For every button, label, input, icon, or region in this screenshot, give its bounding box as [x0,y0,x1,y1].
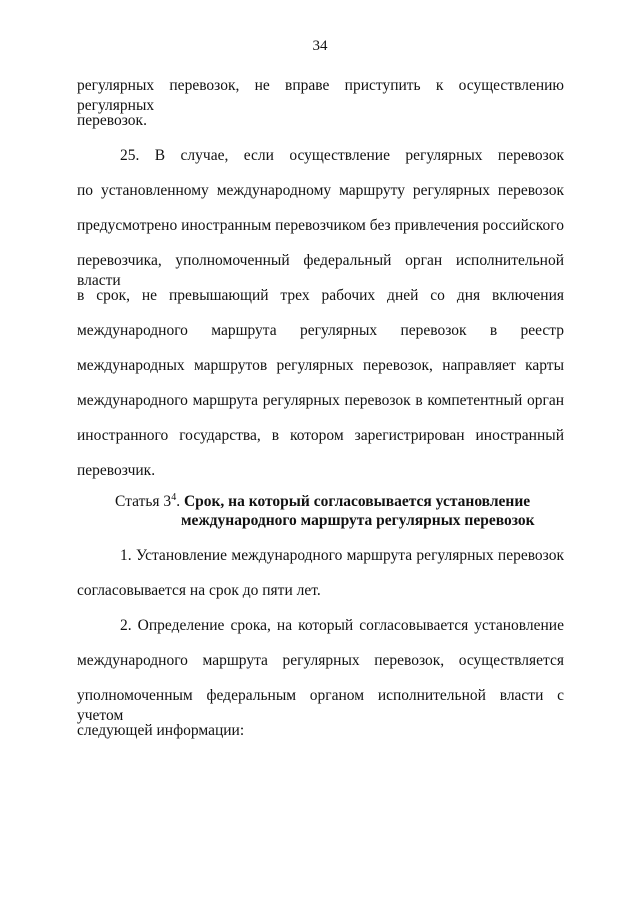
text-line: согласовывается на срок до пяти лет. [77,582,321,599]
text-line: перевозок. [77,112,147,129]
text-line: иностранного государства, в котором зарегистрирован иностранный [77,427,564,444]
text-line: по установленному международному маршруту регулярных перевозок [77,182,564,199]
text-line: уполномоченным федеральным органом исполнительной власти с учетом [77,687,564,724]
text-line: предусмотрено иностранным перевозчиком без привлечения российского [77,217,564,234]
text-line: международного маршрута регулярных перевозок в реестр [77,322,564,339]
article-label-superscript: 4 [171,491,177,503]
article-label-suffix: . [176,493,181,510]
text-line: в срок, не превышающий трех рабочих дней со дня включения [77,287,564,304]
text-line: перевозчика, уполномоченный федеральный орган исполнительной власти [77,252,564,289]
text-line: регулярных перевозок, не вправе приступить к осуществлению регулярных [77,77,564,114]
text-line: следующей информации: [77,722,245,739]
text-line: международного маршрута регулярных перевозок, осуществляется [77,652,564,669]
article-title-line-2: международного маршрута регулярных перевозок [181,512,535,529]
paragraph-25-first-line: 25. В случае, если осуществление регулярных перевозок [120,147,564,164]
text-line: международных маршрутов регулярных перевозок, направляет карты [77,357,564,374]
paragraph-1-first-line: 1. Установление международного маршрута регулярных перевозок [120,547,564,564]
text-line: международного маршрута регулярных перевозок в компетентный орган [77,392,564,409]
text-line: перевозчик. [77,462,156,479]
article-heading [115,491,575,529]
article-title-line-1: Срок, на который согласовывается установление [183,493,531,510]
article-label: Статья 3 [115,493,172,510]
paragraph-2-first-line: 2. Определение срока, на который согласовывается установление [120,617,564,634]
page-number: 34 [312,38,328,54]
